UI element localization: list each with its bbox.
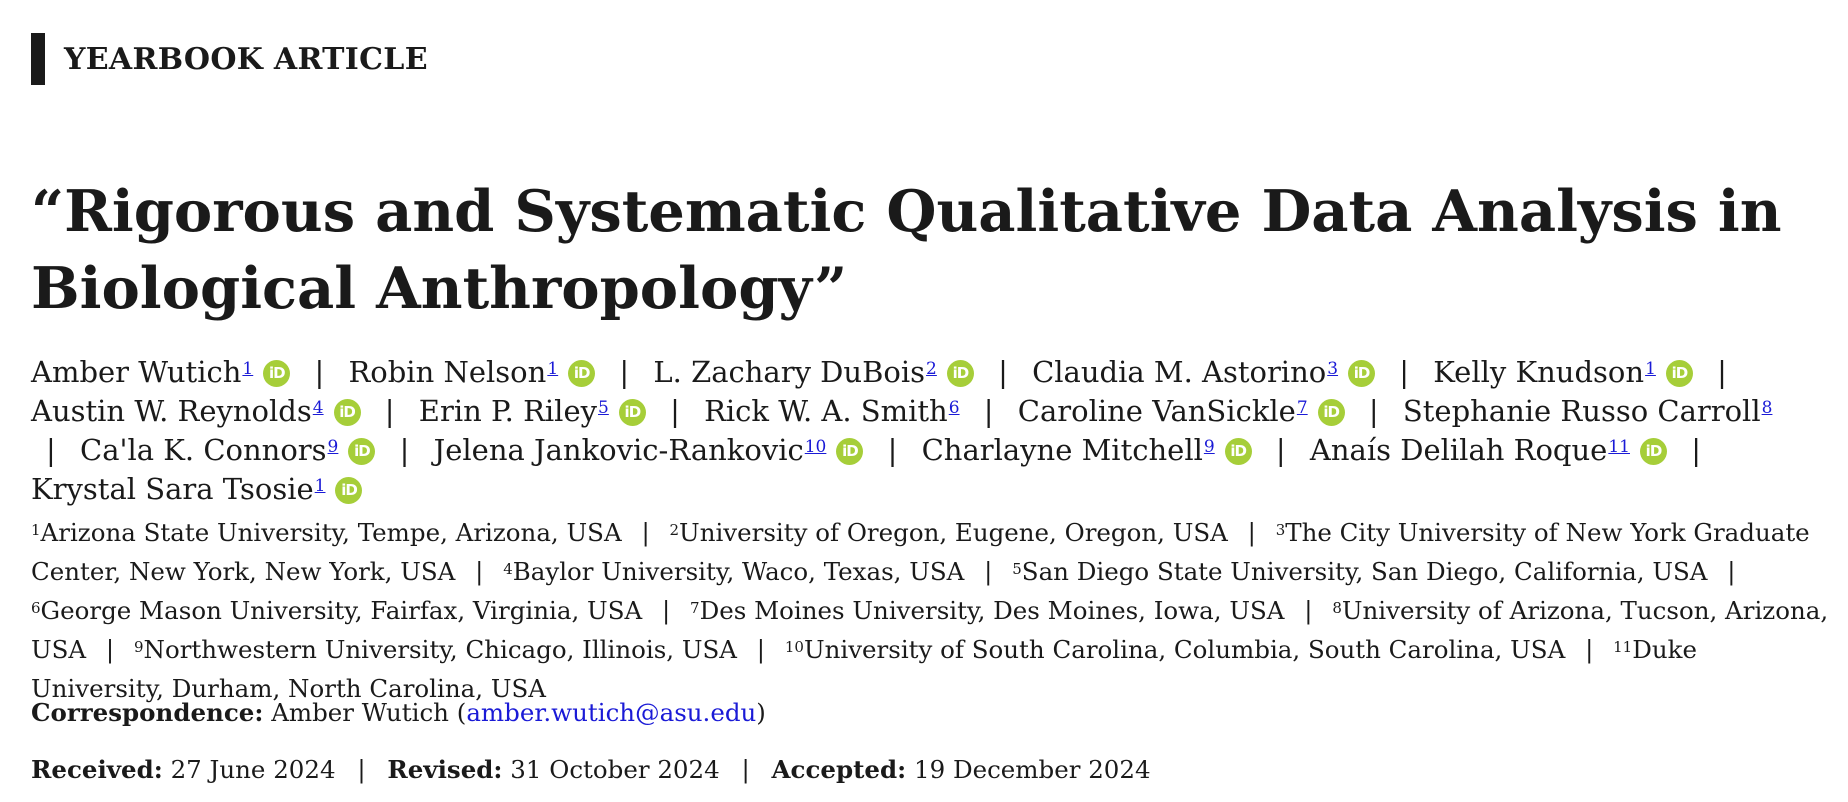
received-label: Received: <box>31 755 163 784</box>
affiliation-number: 5 <box>1012 560 1022 578</box>
affiliation-number: 7 <box>690 599 700 617</box>
article-type-bar <box>31 33 45 85</box>
affiliation-number: 3 <box>1275 521 1286 539</box>
affiliation-number: 11 <box>1613 638 1633 656</box>
revised-label: Revised: <box>387 755 503 784</box>
affiliation-list <box>31 513 1831 708</box>
author-item <box>922 433 1252 467</box>
affiliation-separator: | <box>475 557 484 586</box>
affiliation-separator: | <box>1247 518 1256 547</box>
accepted-label: Accepted: <box>771 755 907 784</box>
author-affiliation-link[interactable]: 11 <box>1608 437 1630 457</box>
affiliation-text: Arizona State University, Tempe, Arizona, USA <box>40 518 622 547</box>
revised-date: 31 October 2024 <box>510 755 720 784</box>
author-affiliation-link[interactable]: 10 <box>804 437 827 457</box>
correspondence-line <box>31 698 766 727</box>
author-item <box>704 394 960 428</box>
author-name: Erin P. Riley <box>418 394 598 428</box>
affiliation-item <box>134 635 737 664</box>
affiliation-separator: | <box>661 596 671 625</box>
article-title: “Rigorous and Systematic Qualitative Data Analysis in Biological Anthropology” <box>31 177 1782 322</box>
author-name: L. Zachary DuBois <box>653 355 926 389</box>
author-affiliation-link[interactable]: 2 <box>926 359 937 379</box>
affiliation-item <box>31 596 642 625</box>
author-separator: | <box>619 355 630 389</box>
orcid-icon[interactable]: iD <box>947 360 974 387</box>
affiliation-separator: | <box>105 635 115 664</box>
author-item <box>31 355 290 389</box>
orcid-icon[interactable]: iD <box>1348 360 1375 387</box>
orcid-icon[interactable]: iD <box>836 438 863 465</box>
affiliation-item <box>785 635 1565 664</box>
author-separator: | <box>887 433 898 467</box>
author-separator: | <box>314 355 325 389</box>
affiliation-number: 6 <box>31 599 41 617</box>
affiliation-number: 4 <box>503 560 513 578</box>
author-affiliation-link[interactable]: 5 <box>598 398 609 418</box>
author-separator: | <box>1368 394 1379 428</box>
author-name: Ca'la K. Connors <box>80 433 327 467</box>
author-item <box>31 394 361 428</box>
author-separator: | <box>1717 355 1727 389</box>
orcid-icon[interactable]: iD <box>619 399 646 426</box>
affiliation-number: 10 <box>784 638 804 656</box>
author-affiliation-link[interactable]: 1 <box>1645 359 1656 379</box>
orcid-icon[interactable]: iD <box>335 477 362 504</box>
correspondence-name: Amber Wutich <box>271 698 449 727</box>
author-item <box>1032 355 1375 389</box>
affiliation-separator: | <box>641 518 650 547</box>
orcid-icon[interactable]: iD <box>263 360 290 387</box>
affiliation-number: 9 <box>133 638 144 656</box>
author-separator: | <box>399 433 410 467</box>
author-separator: | <box>384 394 395 428</box>
affiliation-separator: | <box>984 557 993 586</box>
date-separator: | <box>357 755 366 784</box>
author-item <box>419 394 646 428</box>
article-type-text: YEARBOOK ARTICLE <box>64 41 428 77</box>
affiliation-number: 1 <box>31 521 41 539</box>
author-name: Caroline VanSickle <box>1017 394 1296 428</box>
correspondence-email-link[interactable]: amber.wutich@asu.edu <box>466 698 757 727</box>
author-item <box>1018 394 1345 428</box>
author-item <box>348 355 595 389</box>
author-separator: | <box>983 394 994 428</box>
author-affiliation-link[interactable]: 8 <box>1761 398 1773 418</box>
affiliation-text: University of Oregon, Eugene, Oregon, USA <box>679 518 1228 547</box>
author-affiliation-link[interactable]: 9 <box>327 437 339 457</box>
author-affiliation-link[interactable]: 1 <box>242 359 254 379</box>
author-separator: | <box>1691 433 1701 467</box>
author-affiliation-link[interactable]: 7 <box>1296 398 1308 418</box>
author-affiliation-link[interactable]: 1 <box>314 476 326 496</box>
affiliation-text: University of South Carolina, Columbia, South Carolina, USA <box>803 635 1566 664</box>
orcid-icon[interactable]: iD <box>334 399 361 426</box>
orcid-icon[interactable]: iD <box>1318 399 1345 426</box>
affiliation-separator: | <box>1727 557 1736 586</box>
affiliation-number: 2 <box>669 521 680 539</box>
author-name: Krystal Sara Tsosie <box>31 472 314 506</box>
author-affiliation-link[interactable]: 9 <box>1203 437 1215 457</box>
affiliation-item <box>31 518 622 547</box>
accepted-date: 19 December 2024 <box>913 755 1151 784</box>
affiliation-number: 8 <box>1332 599 1342 617</box>
author-item <box>653 355 974 389</box>
author-affiliation-link[interactable]: 4 <box>312 398 324 418</box>
orcid-icon[interactable]: iD <box>1666 360 1693 387</box>
author-affiliation-link[interactable]: 6 <box>948 398 960 418</box>
author-item <box>80 433 375 467</box>
correspondence-open-paren: ( <box>456 698 467 727</box>
affiliation-text: George Mason University, Fairfax, Virginia, USA <box>40 596 643 625</box>
author-name: Amber Wutich <box>31 355 242 389</box>
author-item <box>1433 355 1693 389</box>
affiliation-text: Duke University, Durham, North Carolina, USA <box>31 635 1697 703</box>
author-separator: | <box>1275 433 1286 467</box>
author-name: Claudia M. Astorino <box>1032 355 1327 389</box>
author-separator: | <box>46 433 56 467</box>
author-item <box>1310 433 1667 467</box>
affiliation-item <box>1012 557 1707 586</box>
orcid-icon[interactable]: iD <box>348 438 375 465</box>
affiliation-text: Des Moines University, Des Moines, Iowa, USA <box>699 596 1285 625</box>
author-name: Stephanie Russo Carroll <box>1402 394 1761 428</box>
dates-line <box>31 755 1151 784</box>
orcid-icon[interactable]: iD <box>1225 438 1252 465</box>
article-type-label <box>31 33 428 85</box>
author-item <box>434 433 864 467</box>
affiliation-separator: | <box>1585 635 1594 664</box>
author-item <box>1403 394 1773 428</box>
author-name: Charlayne Mitchell <box>921 433 1203 467</box>
affiliation-text: Northwestern University, Chicago, Illinois, USA <box>143 635 737 664</box>
author-affiliation-link[interactable]: 1 <box>547 359 559 379</box>
affiliation-separator: | <box>756 635 766 664</box>
affiliation-text: San Diego State University, San Diego, California, USA <box>1021 557 1708 586</box>
affiliation-text: Baylor University, Waco, Texas, USA <box>512 557 965 586</box>
affiliation-separator: | <box>1304 596 1313 625</box>
author-separator: | <box>998 355 1008 389</box>
correspondence-label: Correspondence: <box>31 698 264 727</box>
author-separator: | <box>1399 355 1410 389</box>
date-separator: | <box>741 755 750 784</box>
affiliation-item <box>670 518 1228 547</box>
author-name: Rick W. A. Smith <box>704 394 948 428</box>
author-item <box>31 472 362 506</box>
affiliation-text: The City University of New York Graduate Center, New York, New York, USA <box>31 518 1810 586</box>
correspondence-close-paren: ) <box>756 698 766 727</box>
affiliation-item <box>503 557 964 586</box>
affiliation-text: University of Arizona, Tucson, Arizona, USA <box>31 596 1829 664</box>
author-name: Robin Nelson <box>348 355 547 389</box>
author-name: Anaís Delilah Roque <box>1309 433 1608 467</box>
author-separator: | <box>670 394 680 428</box>
received-date: 27 June 2024 <box>170 755 336 784</box>
author-list <box>31 353 1791 509</box>
affiliation-item <box>690 596 1284 625</box>
author-name: Jelena Jankovic-Rankovic <box>433 433 804 467</box>
author-name: Austin W. Reynolds <box>31 394 312 428</box>
orcid-icon[interactable]: iD <box>1640 438 1667 465</box>
author-name: Kelly Knudson <box>1433 355 1645 389</box>
orcid-icon[interactable]: iD <box>568 360 595 387</box>
author-affiliation-link[interactable]: 3 <box>1327 359 1339 379</box>
